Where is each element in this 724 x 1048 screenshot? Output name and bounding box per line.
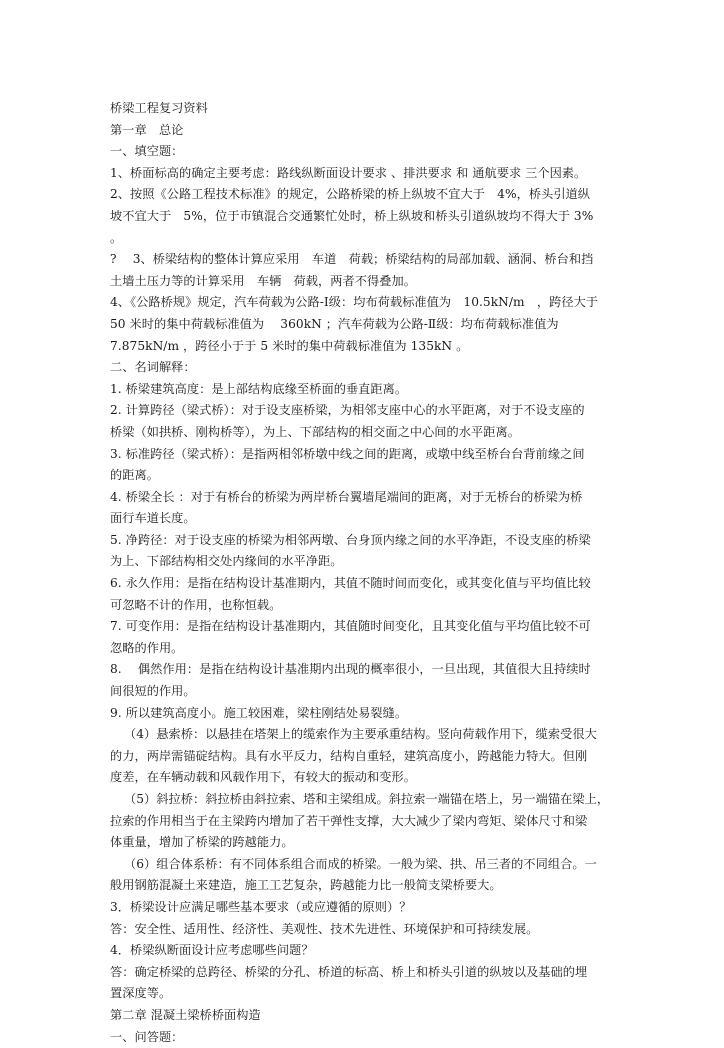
doc-title: 桥梁工程复习资料 [110,101,208,115]
text-line: 3. 标准跨径（梁式桥）：是指两相邻桥墩中线之间的距离，或墩中线至桥台台背前缘之间 [110,446,585,461]
chapter-1-heading: 第一章 总论 [110,122,184,137]
text-line: 4．桥梁纵断面设计应考虑哪些问题？ [110,943,314,958]
text-line: 8. 偶然作用：是指在结构设计基准期内出现的概率很小，一旦出现，其值很大且持续时 [110,662,591,677]
text-line: 6. 永久作用：是指在结构设计基准期内，其值不随时间而变化，或其变化值与平均值比较 [110,576,591,591]
text-line: ? 3、桥梁结构的整体计算应采用 车道 荷载；桥梁结构的局部加载、涵洞、桥台和挡 [110,252,594,267]
text-line: 坡不宜大于 5%，位于市镇混合交通繁忙处时，桥上纵坡和桥头引道纵坡均不得大于 3% [110,208,594,223]
chapter-2-heading: 第二章 混凝土梁桥桥面构造 [110,1007,261,1022]
text-line: 面行车道长度。 [110,511,196,526]
text-line: 体重量，增加了桥梁的跨越能力。 [110,835,294,850]
section-fill-blank-heading: 一、填空题： [110,144,184,159]
section-terms-heading: 二、名词解释： [110,360,196,375]
text-line: （6）组合体系桥：有不同体系组合而成的桥梁。一般为梁、拱、吊三者的不同组合。一 [124,856,597,871]
text-line: 间很短的作用。 [110,684,196,699]
text-line: 1. 桥梁建筑高度：是上部结构底缘至桥面的垂直距离。 [110,381,408,396]
text-line: 3．桥梁设计应满足哪些基本要求（或应遵循的原则）？ [110,899,412,914]
text-line: 。 [110,230,123,245]
text-line: 7.875kN/m ，跨径小于于 5 米时的集中荷载标准值为 135kN 。 [110,338,469,353]
text-line: 的力，两岸需锚碇结构。具有水平反力，结构自重轻，建筑高度小，跨越能力特大。但刚 [110,748,588,763]
text-line: 50 米时的集中荷载标准值为 360kN ；汽车荷载为公路-Ⅱ级：均布荷载标准值为 [110,316,559,331]
text-line: 拉索的作用相当于在主梁跨内增加了若干弹性支撑，大大减少了梁内弯矩、梁体尺寸和梁 [110,813,588,828]
text-line: 桥梁（如拱桥、刚构桥等），为上、下部结构的相交面之中心间的水平距离。 [110,424,520,439]
text-line: 4. 桥梁全长 ：对于有桥台的桥梁为两岸桥台翼墙尾端间的距离，对于无桥台的桥梁为桥 [110,489,583,504]
text-line: 度差，在车辆动载和风载作用下，有较大的振动和变形。 [110,770,416,785]
section-qa-heading: 一、问答题： [110,1029,184,1044]
text-line: 可忽略不计的作用，也称恒载。 [110,597,282,612]
text-line: 2、按照《公路工程技术标准》的规定，公路桥梁的桥上纵坡不宜大于 4%，桥头引道纵 [110,187,591,202]
document-body [110,98,620,1048]
text-line: 般用钢筋混凝土来建造，施工工艺复杂，跨越能力比一般简支梁桥要大。 [110,878,502,893]
text-line: 的距离。 [110,468,159,483]
text-line: （5）斜拉桥：斜拉桥由斜拉索、塔和主梁组成。斜拉索一端锚在塔上，另一端锚在梁上， [124,792,610,806]
text-line: （4）悬索桥：以悬挂在塔架上的缆索作为主要承重结构。竖向荷载作用下，缆索受很大 [124,727,597,742]
text-line: 为上、下部结构相交处内缘间的水平净距。 [110,554,343,569]
text-line: 答：确定桥梁的总跨径、桥梁的分孔、桥道的标高、桥上和桥头引道的纵坡以及基础的埋 [110,964,588,979]
text-line: 忽略的作用。 [110,640,184,655]
text-line: 5. 净跨径：对于设支座的桥梁为相邻两墩、台身顶内缘之间的水平净距，不设支座的桥梁 [110,532,591,547]
text-line: 4、《公路桥规》规定，汽车荷载为公路-Ⅰ级：均布荷载标准值为 10.5kN/m ，跨径大于 [110,295,599,310]
text-line: 9. 所以建筑高度小。施工较困难，梁柱刚结处易裂缝。 [110,705,408,720]
text-line: 土墙土压力等的计算采用 车辆 荷载，两者不得叠加。 [110,273,416,288]
text-line: 置深度等。 [110,986,172,1001]
text-line: 7. 可变作用：是指在结构设计基准期内，其值随时间变化，且其变化值与平均值比较不可 [110,619,591,634]
text-line: 答：安全性、适用性、经济性、美观性、技术先进性、环境保护和可持续发展。 [110,921,539,936]
text-line: 1、桥面标高的确定主要考虑：路线纵断面设计要求 、排洪要求 和 通航要求 三个因素。 [110,165,587,180]
text-line: 2. 计算跨径（梁式桥）：对于设支座桥梁，为相邻支座中心的水平距离，对于不设支座的 [110,403,585,418]
